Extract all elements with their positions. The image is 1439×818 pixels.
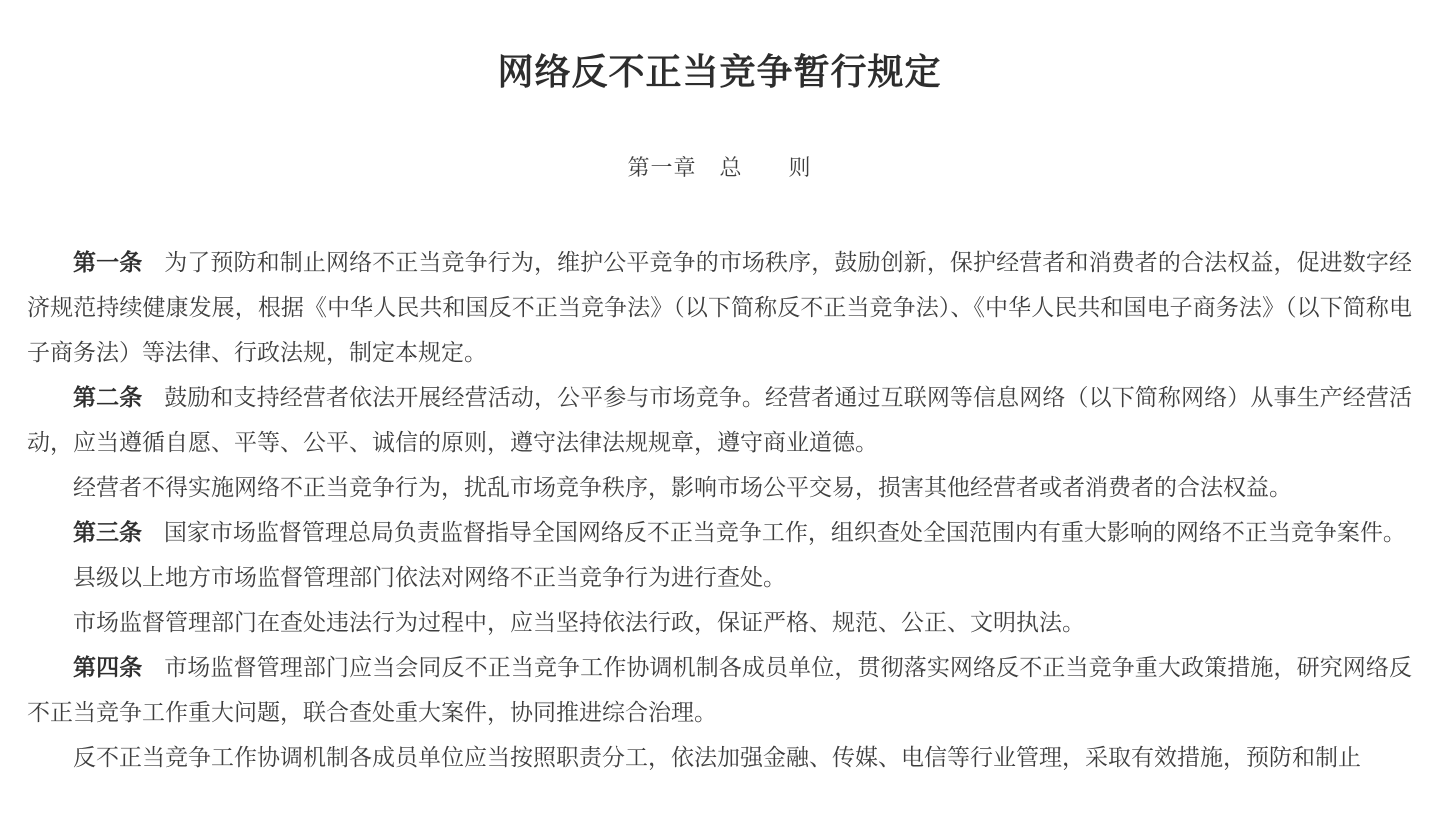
article-number: 第二条: [73, 385, 143, 410]
paragraph: [27, 735, 1412, 780]
document-title: 网络反不正当竞争暂行规定: [497, 52, 942, 92]
paragraph: [27, 510, 1412, 555]
article-number: 第四条: [73, 655, 143, 680]
paragraph: [27, 240, 1412, 375]
paragraph-text: 鼓励和支持经营者依法开展经营活动，公平参与市场竞争。经营者通过互联网等信息网络（以下简称网络）从事生产经营活动，应当遵循自愿、平等、公平、诚信的原则，遵守法律法规规章，遵守商业道德。: [27, 385, 1413, 455]
paragraph-text: 市场监督管理部门应当会同反不正当竞争工作协调机制各成员单位，贯彻落实网络反不正当竞争重大政策措施，研究网络反不正当竞争工作重大问题，联合查处重大案件，协同推进综合治理。: [27, 655, 1413, 725]
paragraph: [27, 555, 1412, 600]
paragraph-text: 反不正当竞争工作协调机制各成员单位应当按照职责分工，依法加强金融、传媒、电信等行业管理，采取有效措施，预防和制止: [73, 745, 1361, 770]
paragraph-text: 经营者不得实施网络不正当竞争行为，扰乱市场竞争秩序，影响市场公平交易，损害其他经营者或者消费者的合法权益。: [73, 475, 1292, 500]
paragraph: [27, 375, 1412, 465]
document-body: [27, 240, 1412, 780]
paragraph-text: 国家市场监督管理总局负责监督指导全国网络反不正当竞争工作，组织查处全国范围内有重大影响的网络不正当竞争案件。: [163, 520, 1406, 545]
paragraph: [27, 645, 1412, 735]
paragraph: [27, 600, 1412, 645]
chapter-heading: 第一章 总 则: [627, 155, 812, 180]
article-number: 第三条: [73, 520, 142, 545]
article-number: 第一条: [73, 250, 143, 275]
paragraph-text: 县级以上地方市场监督管理部门依法对网络不正当竞争行为进行查处。: [73, 565, 786, 590]
paragraph-text: 为了预防和制止网络不正当竞争行为，维护公平竞争的市场秩序，鼓励创新，保护经营者和消费者的合法权益，促进数字经济规范持续健康发展，根据《中华人民共和国反不正当竞争法》（以下简称反不正当竞争法）、《中华人民共和国电子商务法》（以下简称电子商务法）等法律、行政法规，制定本规定。: [27, 250, 1413, 365]
paragraph-text: 市场监督管理部门在查处违法行为过程中，应当坚持依法行政，保证严格、规范、公正、文明执法。: [73, 610, 1085, 635]
paragraph: [27, 465, 1412, 510]
